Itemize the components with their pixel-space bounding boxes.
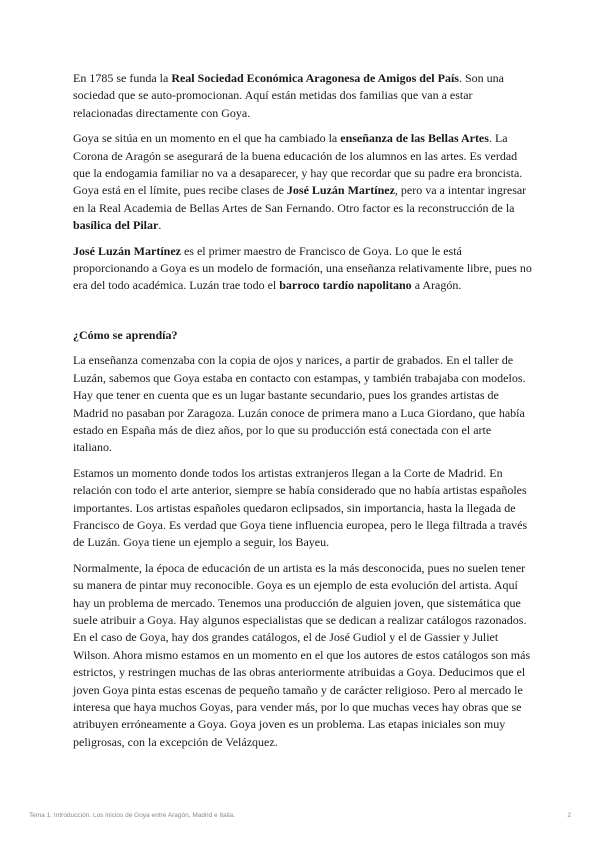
bold-term: José Luzán Martínez bbox=[73, 243, 181, 258]
bold-term: Real Sociedad Económica Aragonesa de Amigos del País bbox=[171, 71, 459, 85]
paragraph: La enseñanza comenzaba con la copia de ojos y narices, a partir de grabados. En el taller de Luzán, sabemos que Goya estaba en contacto con estampas, y también trabajaba con modelos. Hay que tener en cuenta que es un lugar bastante secundario, pues los grandes artistas de Madrid no pasaban por Zaragoza. Luzán conoce de primera mano a Luca Giordano, que había estado en España más de diez años, por lo que su producción está conectada con el arte italiano. bbox=[73, 353, 526, 455]
paragraph: En 1785 se funda la Real Sociedad Económica Aragonesa de Amigos del País. Son una sociedad que se auto-promocionan. Aquí están metidas dos familias que van a estar relacionadas directamente con Goya. bbox=[73, 71, 504, 120]
page-footer bbox=[29, 812, 571, 819]
paragraph: Normalmente, la época de educación de un artista es la más desconocida, pues no suelen tener su manera de pintar muy reconocible. Goya es un ejemplo de esta evolución del artista. Aquí hay un problema de mercado. Tenemos una producción de alguien joven, que sistemática que suele atribuir a Goya. Hay algunos especialistas que se dedican a realizar catálogos razonados. En el caso de Goya, hay dos grandes catálogos, el de José Gudiol y el de Gassier y Juliet Wilson. Ahora mismo estamos en un momento en el que los autores de estos catálogos son más estrictos, y restringen muchas de las obras anteriormente atribuidas a Goya. Deducimos que el joven Goya pinta estas escenas de pequeño tamaño y de carácter religioso. Pero al mercado le interesa que haya muchos Goyas, para vender más, por lo que muchas veces hay obras que se atribuyen erróneamente a Goya. Goya joven es un problema. Las etapas iniciales son muy peligrosas, con la excepción de Velázquez. bbox=[73, 560, 531, 749]
section-heading: ¿Cómo se aprendía? bbox=[73, 327, 178, 342]
footer-title: Tema 1. Introducción. Los inicios de Goya entre Aragón, Madrid e Italia. bbox=[29, 812, 235, 819]
paragraph: Goya se sitúa en un momento en el que ha cambiado la enseñanza de las Bellas Artes. La Corona de Aragón se asegurará de la buena educación de los alumnos en las artes. Es verdad que la endogamia familiar no va a desaparecer, y hay que recordar que su padre era broncista. Goya está en el límite, pues recibe clases de José Luzán Martínez, pero va a intentar ingresar en la Real Academia de Bellas Artes de San Fernando. Otro factor es la reconstrucción de la basílica del Pilar. bbox=[73, 131, 527, 233]
bold-term: barroco tardío napolitano bbox=[279, 278, 412, 293]
paragraph: José Luzán Martínez es el primer maestro de Francisco de Goya. Lo que le está proporcionando a Goya es un modelo de formación, una enseñanza relativamente libre, pues no era del todo académica. Luzán trae todo el barroco tardío napolitano a Aragón. bbox=[73, 243, 532, 293]
bold-term: enseñanza de las Bellas Artes bbox=[340, 131, 489, 146]
paragraphs-bottom bbox=[73, 352, 533, 751]
bold-term: basílica del Pilar bbox=[73, 218, 159, 233]
page-number: 2 bbox=[567, 812, 571, 819]
paragraph: Estamos un momento donde todos los artistas extranjeros llegan a la Corte de Madrid. En relación con todo el arte anterior, siempre se había considerado que no había artistas españoles importantes. Los artistas españoles quedaron eclipsados, sin importancia, hasta la llegada de Francisco de Goya. Es verdad que Goya tiene influencia europea, pero le llega filtrada a través de Luzán. Goya tiene un ejemplo a seguir, los Bayeu. bbox=[73, 465, 528, 550]
bold-term: José Luzán Martínez bbox=[286, 183, 395, 198]
paragraphs-top bbox=[73, 70, 533, 295]
document-body bbox=[73, 70, 533, 759]
